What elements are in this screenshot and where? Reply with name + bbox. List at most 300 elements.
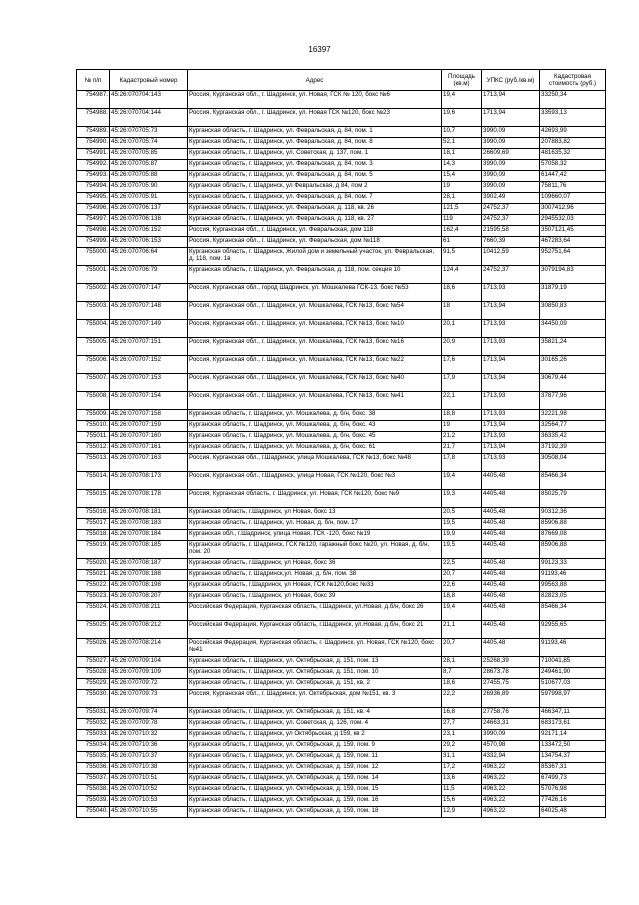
cadastral-number-cell: 45:26:070709:72: [110, 679, 188, 690]
table-row: [77, 719, 606, 730]
area-cell: 19,6: [442, 109, 482, 127]
cadastral-value-cell: 32564,77: [540, 421, 606, 432]
table-row: [77, 559, 606, 570]
upks-cell: 28673,78: [482, 668, 540, 679]
area-cell: 17,8: [442, 454, 482, 472]
cadastral-number-cell: 45:26:070707:148: [110, 302, 188, 320]
cadastral-value-cell: 109660,07: [540, 193, 606, 204]
cadastral-number-cell: 45:26:070706:138: [110, 215, 188, 226]
upks-cell: 3990,09: [482, 182, 540, 193]
cadastral-value-cell: 67499,73: [540, 774, 606, 785]
area-cell: 20,5: [442, 508, 482, 519]
address-cell: Курганская область, г. Шадринск, ул. Февральская, д. 84, пом. 1: [188, 127, 442, 138]
upks-cell: 4332,94: [482, 752, 540, 763]
address-cell: Курганская область, г. Шадринск, ул. Февральская, д. 84, пом. 7: [188, 193, 442, 204]
address-cell: Российская Федерация, Курганская область, г. Шадринск, ул. Новая, ГСК №120, бокс №41: [188, 639, 442, 657]
row-number-cell: 755016.: [77, 508, 110, 519]
upks-cell: 1713,94: [482, 91, 540, 109]
row-number-cell: 755029.: [77, 679, 110, 690]
upks-cell: 1713,93: [482, 432, 540, 443]
area-cell: 28,1: [442, 193, 482, 204]
upks-cell: 4405,48: [482, 508, 540, 519]
area-cell: 28,1: [442, 657, 482, 668]
address-cell: Курганская область, г. Шадринск, ул. Советская, д. 137, пом. 1: [188, 149, 442, 160]
area-cell: 119: [442, 215, 482, 226]
cadastral-number-cell: 45:26:070706:152: [110, 226, 188, 237]
area-cell: 21,7: [442, 443, 482, 454]
table-row: [77, 530, 606, 541]
table-row: [77, 592, 606, 603]
table-row: [77, 109, 606, 127]
cadastral-number-cell: 45:26:070707:147: [110, 284, 188, 302]
upks-cell: 27758,76: [482, 708, 540, 719]
table-row: [77, 237, 606, 248]
row-number-cell: 755023.: [77, 592, 110, 603]
cadastral-value-table: [76, 69, 606, 818]
row-number-cell: 755038.: [77, 785, 110, 796]
upks-cell: 4963,22: [482, 785, 540, 796]
area-cell: 12,9: [442, 807, 482, 818]
row-number-cell: 755034.: [77, 741, 110, 752]
area-cell: 20,1: [442, 320, 482, 338]
cadastral-number-cell: 45:26:070709:104: [110, 657, 188, 668]
row-number-cell: 755036.: [77, 763, 110, 774]
address-cell: Курганская область, г.Шадринск, ул Новая, бокс 39: [188, 592, 442, 603]
cadastral-number-cell: 45:26:070705:85: [110, 149, 188, 160]
area-cell: 15,4: [442, 171, 482, 182]
address-cell: Россия, Курганская обл., г.Шадринск, улица Мошкалева, ГСК №13, бокс №48: [188, 454, 442, 472]
table-row: [77, 796, 606, 807]
table-row: [77, 508, 606, 519]
area-cell: 29,2: [442, 741, 482, 752]
address-cell: Курганская область, г.Шадринск, ул Новая, бокс 13: [188, 508, 442, 519]
row-number-cell: 755018.: [77, 530, 110, 541]
column-header-area: Площадь (кв.м): [442, 70, 482, 91]
cadastral-number-cell: 45:26:070707:159: [110, 421, 188, 432]
cadastral-value-cell: 91193,46: [540, 570, 606, 581]
area-cell: 19: [442, 421, 482, 432]
table-row: [77, 160, 606, 171]
cadastral-value-cell: 36335,42: [540, 432, 606, 443]
area-cell: 22,5: [442, 559, 482, 570]
address-cell: Курганская область, г. Шадринск, ул Октябрьская, д 159, кв 2: [188, 730, 442, 741]
upks-cell: 4405,48: [482, 490, 540, 508]
table-row: [77, 581, 606, 592]
cadastral-value-cell: 61447,42: [540, 171, 606, 182]
upks-cell: 24752,37: [482, 204, 540, 215]
row-number-cell: 755022.: [77, 581, 110, 592]
row-number-cell: 755026.: [77, 639, 110, 657]
area-cell: 19,5: [442, 541, 482, 559]
area-cell: 19,4: [442, 603, 482, 621]
cadastral-number-cell: 45:26:070709:78: [110, 719, 188, 730]
row-number-cell: 755014.: [77, 472, 110, 490]
row-number-cell: 754992.: [77, 160, 110, 171]
upks-cell: 4963,22: [482, 763, 540, 774]
cadastral-value-cell: 85906,88: [540, 519, 606, 530]
cadastral-value-cell: 952751,64: [540, 248, 606, 266]
cadastral-number-cell: 45:26:070706:64: [110, 248, 188, 266]
cadastral-value-cell: 82823,05: [540, 592, 606, 603]
cadastral-number-cell: 45:26:070708:185: [110, 541, 188, 559]
cadastral-number-cell: 45:26:070710:51: [110, 774, 188, 785]
area-cell: 19,9: [442, 530, 482, 541]
upks-cell: 4405,48: [482, 603, 540, 621]
cadastral-number-cell: 45:26:070705:90: [110, 182, 188, 193]
area-cell: 19,4: [442, 472, 482, 490]
upks-cell: 3990,09: [482, 160, 540, 171]
address-cell: Курганская область, г.Шадринск, ул Новая, ГСК №120,бокс №33: [188, 581, 442, 592]
upks-cell: 1713,94: [482, 109, 540, 127]
area-cell: 11,5: [442, 785, 482, 796]
address-cell: Курганская область, г. Шадринск, ул. Октябрьская, д. 159, пом. 9: [188, 741, 442, 752]
table-row: [77, 138, 606, 149]
table-row: [77, 215, 606, 226]
cadastral-value-cell: 30679,44: [540, 374, 606, 392]
area-cell: 19,5: [442, 519, 482, 530]
cadastral-value-cell: 34450,09: [540, 320, 606, 338]
row-number-cell: 755032.: [77, 719, 110, 730]
address-cell: Россия, Курганская обл., г. Шадринск, ул. Новая, ГСК № 120, бокс №6: [188, 91, 442, 109]
cadastral-number-cell: 45:26:070708:207: [110, 592, 188, 603]
table-row: [77, 356, 606, 374]
cadastral-value-cell: 99563,88: [540, 581, 606, 592]
cadastral-number-cell: 45:26:070707:154: [110, 392, 188, 410]
address-cell: Россия, Курганская обл., г. Шадринск, ул. Мошкалева, ГСК №13, бокс №22: [188, 356, 442, 374]
column-header-cadastral-number: Кадастровый номер: [110, 70, 188, 91]
area-cell: 13,6: [442, 774, 482, 785]
cadastral-number-cell: 45:26:070707:163: [110, 454, 188, 472]
address-cell: Курганская область, г. Шадринск, ул. Февральская, д. 118, пом. секция 10: [188, 266, 442, 284]
table-row: [77, 127, 606, 138]
address-cell: Курганская область, г. Шадринск, ул. Октябрьская, д. 151, пом. 10: [188, 668, 442, 679]
cadastral-number-cell: 45:26:070708:214: [110, 639, 188, 657]
area-cell: 10,7: [442, 127, 482, 138]
cadastral-number-cell: 45:26:070709:74: [110, 708, 188, 719]
address-cell: Россия, Курганская обл., г. Шадринск, ул. Октябрьская, дом №151, кв. 3: [188, 690, 442, 708]
cadastral-number-cell: 45:26:070708:198: [110, 581, 188, 592]
table-row: [77, 171, 606, 182]
table-row: [77, 639, 606, 657]
table-body: [77, 91, 606, 818]
row-number-cell: 755013.: [77, 454, 110, 472]
cadastral-value-cell: 134754,37: [540, 752, 606, 763]
cadastral-value-cell: 75811,76: [540, 182, 606, 193]
upks-cell: 21595,58: [482, 226, 540, 237]
table-row: [77, 392, 606, 410]
address-cell: Российская Федерация, Курганская область, г.Шадринск, ул.Новая, д.б/н, бокс 21: [188, 621, 442, 639]
row-number-cell: 754999.: [77, 237, 110, 248]
upks-cell: 1713,94: [482, 356, 540, 374]
row-number-cell: 755001.: [77, 266, 110, 284]
upks-cell: 24663,31: [482, 719, 540, 730]
table-row: [77, 182, 606, 193]
area-cell: 17,2: [442, 763, 482, 774]
row-number-cell: 754987.: [77, 91, 110, 109]
upks-cell: 24752,37: [482, 266, 540, 284]
row-number-cell: 755000.: [77, 248, 110, 266]
area-cell: 20,7: [442, 639, 482, 657]
cadastral-value-cell: 30850,83: [540, 302, 606, 320]
area-cell: 91,5: [442, 248, 482, 266]
upks-cell: 1713,93: [482, 454, 540, 472]
upks-cell: 4405,48: [482, 581, 540, 592]
area-cell: 18,6: [442, 284, 482, 302]
cadastral-value-cell: 92955,65: [540, 621, 606, 639]
cadastral-value-cell: 2945532,03: [540, 215, 606, 226]
address-cell: Курганская область, г. Шадринск, ул. Мошкалева, д. б/н, бокс. 38: [188, 410, 442, 421]
row-number-cell: 755009.: [77, 410, 110, 421]
upks-cell: 26609,69: [482, 149, 540, 160]
cadastral-value-cell: 77426,16: [540, 796, 606, 807]
row-number-cell: 755002.: [77, 284, 110, 302]
upks-cell: 1713,93: [482, 392, 540, 410]
cadastral-value-cell: 32221,98: [540, 410, 606, 421]
area-cell: 18,8: [442, 410, 482, 421]
page-number: 16397: [308, 45, 331, 54]
upks-cell: 4405,48: [482, 472, 540, 490]
area-cell: 121,5: [442, 204, 482, 215]
address-cell: Курганская область, г. Шадринск, ул. Февральская, д. 84, пом. 5: [188, 171, 442, 182]
row-number-cell: 755008.: [77, 392, 110, 410]
table-row: [77, 472, 606, 490]
cadastral-number-cell: 45:26:070705:88: [110, 171, 188, 182]
cadastral-value-cell: 85466,34: [540, 603, 606, 621]
column-header-address: Адрес: [188, 70, 442, 91]
address-cell: Курганская область, г. Шадринск, ул. Февральская, д. 118, кв. 27: [188, 215, 442, 226]
address-cell: Курганская область, г. Шадринск, ул. Февральская, д. 84, пом. 3: [188, 160, 442, 171]
row-number-cell: 755011.: [77, 432, 110, 443]
cadastral-number-cell: 45:26:070705:91: [110, 193, 188, 204]
cadastral-value-cell: 510677,03: [540, 679, 606, 690]
row-number-cell: 754991.: [77, 149, 110, 160]
address-cell: Курганская область, г. Шадринск, ул. Мошкалева, д. б/н, бокс. 43: [188, 421, 442, 432]
cadastral-value-cell: 3507121,45: [540, 226, 606, 237]
cadastral-number-cell: 45:26:070706:79: [110, 266, 188, 284]
address-cell: Курганская область, г. Шадринск, ул. Октябрьская, д. 159, пом. 12: [188, 763, 442, 774]
cadastral-value-cell: 37192,39: [540, 443, 606, 454]
upks-cell: 4570,98: [482, 741, 540, 752]
address-cell: Курганская область, г. Шадринск,ул. Новая, д. б/н, пом. 38: [188, 570, 442, 581]
row-number-cell: 754988.: [77, 109, 110, 127]
cadastral-number-cell: 45:26:070708:184: [110, 530, 188, 541]
cadastral-value-cell: 57076,98: [540, 785, 606, 796]
cadastral-value-cell: 597998,97: [540, 690, 606, 708]
area-cell: 124,4: [442, 266, 482, 284]
upks-cell: 1713,93: [482, 410, 540, 421]
table-row: [77, 668, 606, 679]
cadastral-value-cell: 710041,85: [540, 657, 606, 668]
area-cell: 22,2: [442, 690, 482, 708]
cadastral-number-cell: 45:26:070710:37: [110, 752, 188, 763]
row-number-cell: 755033.: [77, 730, 110, 741]
cadastral-value-cell: 3079194,83: [540, 266, 606, 284]
table-row: [77, 226, 606, 237]
cadastral-number-cell: 45:26:070710:36: [110, 741, 188, 752]
cadastral-value-cell: 33593,13: [540, 109, 606, 127]
area-cell: 15,6: [442, 796, 482, 807]
address-cell: Россия, Курганская обл., г. Шадринск, ул. Мошкалева, ГСК №13, бокс №41: [188, 392, 442, 410]
cadastral-value-cell: 42693,99: [540, 127, 606, 138]
address-cell: Курганская область, г. Шадринск, ул. Мошкалева, д. б/н, бокс. 61: [188, 443, 442, 454]
address-cell: Курганская область, г. Шадринск, ул. Октябрьская, д. 159, пом. 15: [188, 785, 442, 796]
upks-cell: 3902,49: [482, 193, 540, 204]
cadastral-number-cell: 45:26:070706:153: [110, 237, 188, 248]
cadastral-number-cell: 45:26:070708:173: [110, 472, 188, 490]
cadastral-value-cell: 85025,79: [540, 490, 606, 508]
cadastral-number-cell: 45:26:070707:161: [110, 443, 188, 454]
table-row: [77, 374, 606, 392]
address-cell: Курганская область, г. Шадринск, ул. Октябрьская, д. 159, пом. 18: [188, 807, 442, 818]
cadastral-number-cell: 45:26:070707:158: [110, 410, 188, 421]
area-cell: 21,1: [442, 621, 482, 639]
upks-cell: 1713,94: [482, 443, 540, 454]
address-cell: Курганская область, г. Шадринск, ГСК №120, гаражный бокс №20, ул. Новая, д. б/н, пом. 20: [188, 541, 442, 559]
upks-cell: 4405,48: [482, 592, 540, 603]
area-cell: 52,1: [442, 138, 482, 149]
address-cell: Россия, Курганская обл., г. Шадринск, ул. Мошкалева, ГСК №13, бокс №10: [188, 320, 442, 338]
table-row: [77, 410, 606, 421]
address-cell: Россия, Курганская обл., г. Шадринск, ул. Мошкалева, ГСК №13, бокс №54: [188, 302, 442, 320]
address-cell: Россия, Курганская обл., город Шадринск, ул. Мошкалева ГСК-13, бокс №53: [188, 284, 442, 302]
area-cell: 27,7: [442, 719, 482, 730]
upks-cell: 4405,48: [482, 541, 540, 559]
area-cell: 16,8: [442, 708, 482, 719]
cadastral-value-cell: 57058,32: [540, 160, 606, 171]
area-cell: 18: [442, 302, 482, 320]
address-cell: Курганская область, г. Шадринск, ул. Октябрьская, д. 151, кв. 4: [188, 708, 442, 719]
cadastral-number-cell: 45:26:070708:212: [110, 621, 188, 639]
cadastral-value-cell: 31879,19: [540, 284, 606, 302]
cadastral-number-cell: 45:26:070710:32: [110, 730, 188, 741]
cadastral-number-cell: 45:26:070706:137: [110, 204, 188, 215]
row-number-cell: 755020.: [77, 559, 110, 570]
table-row: [77, 541, 606, 559]
address-cell: Россия, Курганская область, г. Шадринск, ул. Новая, ГСК №120, бокс №9: [188, 490, 442, 508]
row-number-cell: 755024.: [77, 603, 110, 621]
row-number-cell: 755030.: [77, 690, 110, 708]
upks-cell: 1713,93: [482, 284, 540, 302]
area-cell: 19,3: [442, 490, 482, 508]
upks-cell: 10412,59: [482, 248, 540, 266]
upks-cell: 4963,22: [482, 807, 540, 818]
row-number-cell: 755021.: [77, 570, 110, 581]
table-row: [77, 807, 606, 818]
table-row: [77, 204, 606, 215]
row-number-cell: 754989.: [77, 127, 110, 138]
cadastral-number-cell: 45:26:070708:187: [110, 559, 188, 570]
area-cell: 22,1: [442, 392, 482, 410]
row-number-cell: 755028.: [77, 668, 110, 679]
row-number-cell: 755007.: [77, 374, 110, 392]
row-number-cell: 755003.: [77, 302, 110, 320]
row-number-cell: 755027.: [77, 657, 110, 668]
area-cell: 17,9: [442, 374, 482, 392]
table-row: [77, 708, 606, 719]
table-row: [77, 730, 606, 741]
cadastral-number-cell: 45:26:070705:74: [110, 138, 188, 149]
cadastral-number-cell: 45:26:070708:188: [110, 570, 188, 581]
area-cell: 31,1: [442, 752, 482, 763]
cadastral-number-cell: 45:26:070709:109: [110, 668, 188, 679]
upks-cell: 1713,94: [482, 374, 540, 392]
row-number-cell: 755040.: [77, 807, 110, 818]
cadastral-number-cell: 45:26:070710:52: [110, 785, 188, 796]
table-header-row: [77, 70, 606, 91]
table-row: [77, 149, 606, 160]
cadastral-value-cell: 30165,26: [540, 356, 606, 374]
cadastral-number-cell: 45:26:070705:87: [110, 160, 188, 171]
table-row: [77, 266, 606, 284]
upks-cell: 1713,94: [482, 302, 540, 320]
cadastral-value-cell: 91193,46: [540, 639, 606, 657]
area-cell: 21,2: [442, 432, 482, 443]
table-row: [77, 284, 606, 302]
cadastral-value-cell: 133472,50: [540, 741, 606, 752]
table-row: [77, 320, 606, 338]
cadastral-number-cell: 45:26:070708:181: [110, 508, 188, 519]
area-cell: 19,4: [442, 91, 482, 109]
row-number-cell: 754998.: [77, 226, 110, 237]
row-number-cell: 755005.: [77, 338, 110, 356]
row-number-cell: 755004.: [77, 320, 110, 338]
table-row: [77, 490, 606, 508]
table-row: [77, 193, 606, 204]
cadastral-number-cell: 45:26:070707:151: [110, 338, 188, 356]
address-cell: Курганская область, г. Шадринск, ул. Октябрьская, д. 151, кв. 2: [188, 679, 442, 690]
upks-cell: 26936,89: [482, 690, 540, 708]
table-row: [77, 248, 606, 266]
area-cell: 18,1: [442, 149, 482, 160]
cadastral-number-cell: 45:26:070710:38: [110, 763, 188, 774]
table-row: [77, 679, 606, 690]
upks-cell: 4405,48: [482, 621, 540, 639]
row-number-cell: 754993.: [77, 171, 110, 182]
cadastral-number-cell: 45:26:070708:183: [110, 519, 188, 530]
table-row: [77, 443, 606, 454]
cadastral-value-cell: 87669,08: [540, 530, 606, 541]
area-cell: 8,7: [442, 668, 482, 679]
address-cell: Россия, Курганская обл., г. Шадринск, ул. Февральская, дом 118: [188, 226, 442, 237]
cadastral-number-cell: 45:26:070704:143: [110, 91, 188, 109]
cadastral-number-cell: 45:26:070707:149: [110, 320, 188, 338]
table-row: [77, 752, 606, 763]
upks-cell: 4405,48: [482, 639, 540, 657]
upks-cell: 7660,39: [482, 237, 540, 248]
upks-cell: 3990,09: [482, 138, 540, 149]
cadastral-number-cell: 45:26:070708:211: [110, 603, 188, 621]
row-number-cell: 755010.: [77, 421, 110, 432]
address-cell: Курганская область, г. Шадринск, ул Февральская, д 84, пом 2: [188, 182, 442, 193]
cadastral-value-cell: 85367,31: [540, 763, 606, 774]
table-row: [77, 421, 606, 432]
upks-cell: 4963,22: [482, 796, 540, 807]
cadastral-value-cell: 35821,24: [540, 338, 606, 356]
table-row: [77, 519, 606, 530]
cadastral-value-cell: 249461,90: [540, 668, 606, 679]
table-row: [77, 338, 606, 356]
row-number-cell: 755017.: [77, 519, 110, 530]
address-cell: Курганская область, г. Шадринск, ул. Февральская, д. 118, кв. 26: [188, 204, 442, 215]
row-number-cell: 755031.: [77, 708, 110, 719]
address-cell: Курганская область, г. Шадринск, Жилой дом и земельный участок, ул. Февральская, д. 118, пом. 1в: [188, 248, 442, 266]
cadastral-value-cell: 683173,61: [540, 719, 606, 730]
table-row: [77, 432, 606, 443]
cadastral-number-cell: 45:26:070705:73: [110, 127, 188, 138]
address-cell: Курганская область, г. Шадринск, ул. Октябрьская, д. 151, пом. 13: [188, 657, 442, 668]
row-number-cell: 755006.: [77, 356, 110, 374]
cadastral-value-cell: 37877,96: [540, 392, 606, 410]
